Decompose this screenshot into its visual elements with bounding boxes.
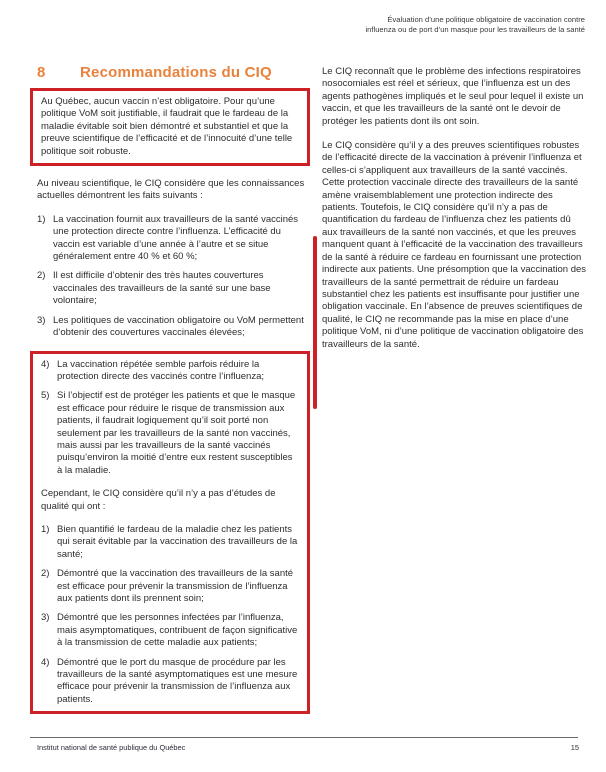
intro-paragraph: Au niveau scientifique, le CIQ considère que les connaissances actuelles démontrent les faits suivants : xyxy=(37,178,305,202)
section-number: 8 xyxy=(37,64,46,81)
running-header xyxy=(365,15,585,34)
running-header-line1: Évaluation d’une politique obligatoire de vaccination contre xyxy=(387,15,585,24)
list-item-number: 4) xyxy=(41,358,50,370)
list-item-text: Les politiques de vaccination obligatoire ou VoM permettent d’obtenir des couvertures vaccinales élevées; xyxy=(53,314,304,339)
list-item-number: 3) xyxy=(41,612,50,624)
running-header-line2: influenza ou de port d’un masque pour les travailleurs de la santé xyxy=(365,24,585,34)
list-item-text: Démontré que le port du masque de procédure par les travailleurs de la santé asymptomatiques est une mesure efficace pour prévenir la transmission de l’influenza aux patients. xyxy=(57,656,298,705)
footer-publisher: Institut national de santé publique du Québec xyxy=(37,743,186,752)
list-item xyxy=(41,524,299,561)
list-item-text: Démontré que les personnes infectées par l’influenza, mais asymptomatiques, contribuent de façon significative à la transmission de cette maladie aux patients; xyxy=(57,612,298,649)
list-item-number: 5) xyxy=(41,390,50,402)
list-item-text: Si l’objectif est de protéger les patients et que le masque est efficace pour réduire le risque de transmission aux patients, il faudrait logiquement qu’il soit porté non seulement par les travailleurs de la santé non vaccinés, mais aussi par les travailleurs de la santé vaccinés puisqu’environ la moitié d’entre eux restent susceptibles à la maladie. xyxy=(57,390,296,476)
list-item-number: 2) xyxy=(37,270,46,282)
list-item-number: 3) xyxy=(37,314,46,326)
left-column xyxy=(30,88,310,714)
page-number: 15 xyxy=(570,743,579,752)
boxed-facts-list xyxy=(41,359,299,478)
list-item xyxy=(41,657,299,707)
list-item xyxy=(41,612,299,649)
boxed-paragraph: Au Québec, aucun vaccin n’est obligatoire. Pour qu’une politique VoM soit justifiable, il faudrait que le fardeau de la maladie évitable soit bien démontré et substantiel et que la preuve scientifique de l’efficacité et de l’innocuité d’une telle politique soit robuste. xyxy=(41,96,293,157)
list-item xyxy=(37,315,306,340)
section-title: Recommandations du CIQ xyxy=(80,64,272,81)
cependant-paragraph: Cependant, le CIQ considère qu’il n’y a pas d’études de qualité qui ont : xyxy=(41,488,276,512)
list-item-number: 4) xyxy=(41,656,50,668)
list-item xyxy=(41,390,299,477)
list-item-number: 1) xyxy=(41,523,50,535)
list-item-text: La vaccination fournit aux travailleurs de la santé vaccinés une protection directe contre l’influenza. L’efficacité du vaccin est variable d’une année à l’autre et se situe généralement entre 40 % et 60 %; xyxy=(53,213,299,263)
list-item xyxy=(37,270,306,307)
list-item xyxy=(41,568,299,605)
list-item-text: Démontré que la vaccination des travailleurs de la santé est efficace pour prévenir la transmission de l’influenza aux patients dont ils prennent soin; xyxy=(57,568,294,604)
highlight-box-1 xyxy=(30,88,310,166)
list-item-number: 2) xyxy=(41,568,50,580)
list-item-text: Bien quantifié le fardeau de la maladie chez les patients qui serait évitable par la vaccination des travailleurs de la santé; xyxy=(57,523,298,560)
highlight-box-2 xyxy=(30,351,310,715)
highlight-bar xyxy=(313,236,317,409)
right-paragraph-1: Le CIQ reconnaît que le problème des infections respiratoires nosocomiales est réel et sérieux, que l’influenza est un des agents pathogènes impliqués et le seul pour lequel il existe un vaccin, et que les travailleurs de la santé ont le devoir de protéger les patients dont ils ont soin. xyxy=(322,66,584,127)
list-item xyxy=(37,214,306,264)
list-item-text: La vaccination répétée semble parfois réduire la protection directe des vaccinés contre l’influenza; xyxy=(57,358,265,382)
facts-list xyxy=(30,214,310,340)
right-paragraph-2: Le CIQ considère qu’il y a des preuves scientifiques robustes de l’efficacité directe de la vaccination à prévenir l’influenza et celles-ci s’appliquent aux travailleurs de la santé vaccinés. Cette protection vaccinale directe des travailleurs de la santé amène vraisemblablement une protection indirecte des patients. Toutefois, le CIQ considère qu’il n’y a pas de quantification du fardeau de l’influenza chez les patients dû aux travailleurs de la santé non vaccinés, et que les preuves manquent quant à l’efficacité de la vaccination des travailleurs de la santé à réduire ce fardeau en fournissant une protection indirecte aux patients. Une présomption que la vaccination des travailleurs de la santé permettrait de réduire un fardeau substantiel chez les patients est insuffisante pour justifier une obligation vaccinale. En l’absence de preuves scientifiques de qualité, le CIQ ne recommande pas la mise en place d’une politique VoM, ni d’une politique de vaccination obligatoire des travailleurs de la santé. xyxy=(322,140,587,350)
list-item xyxy=(41,359,299,384)
list-item-text: Il est difficile d’obtenir des très hautes couvertures vaccinales des travailleurs de la santé sur une base volontaire; xyxy=(53,270,271,307)
studies-list xyxy=(41,524,299,706)
section-heading xyxy=(37,64,272,81)
footer-rule xyxy=(30,737,578,738)
list-item-number: 1) xyxy=(37,213,46,225)
right-column xyxy=(322,66,588,351)
